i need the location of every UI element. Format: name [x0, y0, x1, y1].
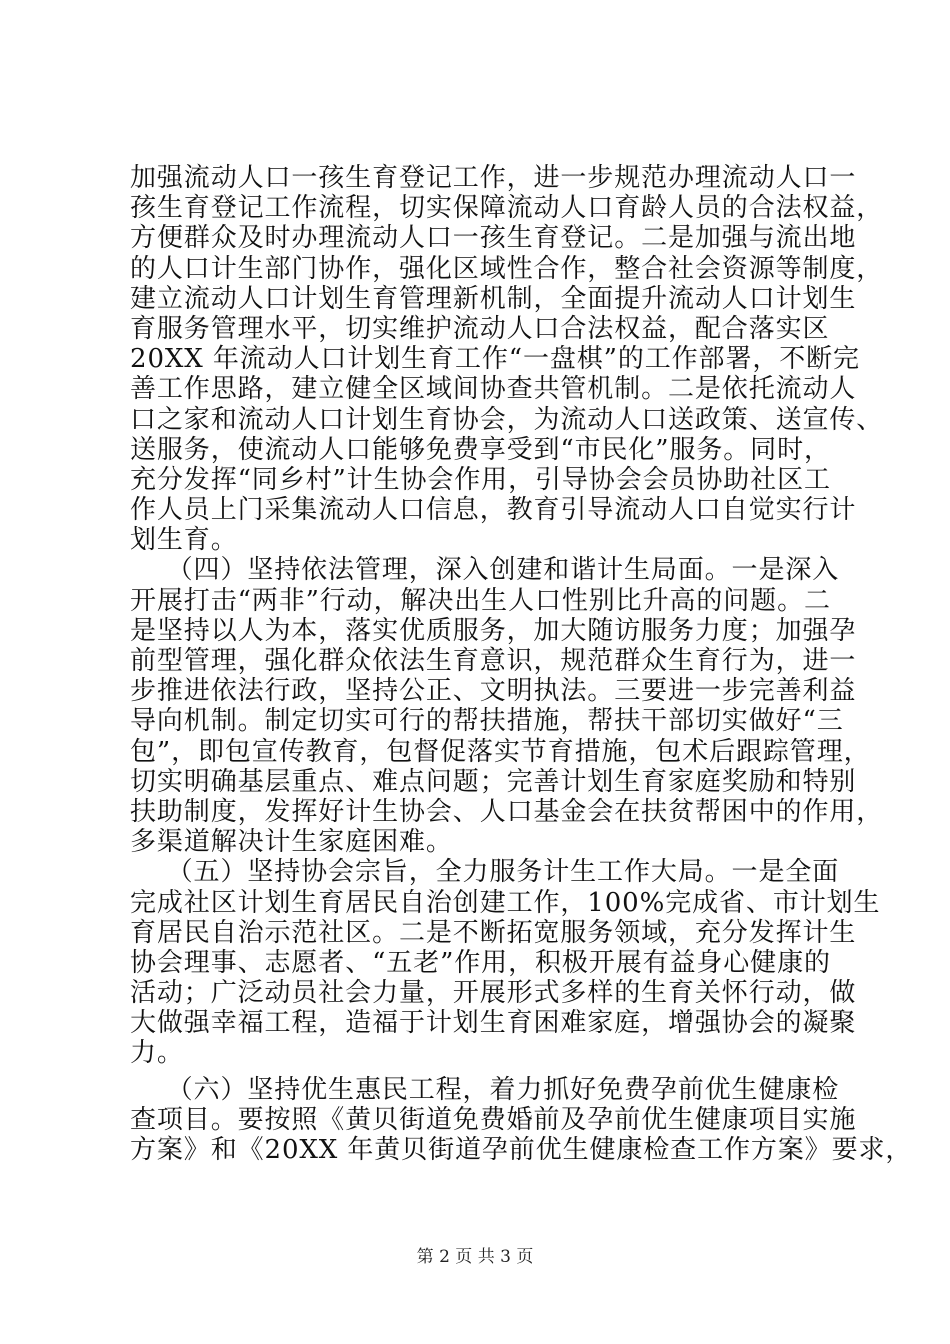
text-line: 步推进依法行政，坚持公正、文明执法。三要进一步完善利益	[130, 676, 857, 707]
text-line: 活动；广泛动员社会力量，开展形式多样的生育关怀行动，做	[130, 978, 857, 1009]
text-line: 建立流动人口计划生育管理新机制，全面提升流动人口计划生	[130, 283, 857, 314]
text-line: 协会理事、志愿者、“五老”作用，积极开展有益身心健康的	[130, 947, 831, 978]
text-line: 的人口计生部门协作，强化区域性合作，整合社会资源等制度，	[130, 253, 884, 284]
text-line: （四）坚持依法管理，深入创建和谐计生局面。一是深入	[130, 555, 840, 586]
text-line: 20XX 年流动人口计划生育工作“一盘棋”的工作部署，不断完	[130, 344, 860, 375]
body-text	[130, 163, 913, 1165]
text-line: 方便群众及时办理流动人口一孩生育登记。二是加强与流出地	[130, 223, 857, 254]
text-line: 育服务管理水平，切实维护流动人口合法权益，配合落实区	[130, 313, 830, 344]
text-line: 划生育。	[130, 525, 238, 556]
text-line: 大做强幸福工程，造福于计划生育困难家庭，增强协会的凝聚	[130, 1008, 857, 1039]
text-line: （五）坚持协会宗旨，全力服务计生工作大局。一是全面	[130, 857, 840, 888]
text-line: 切实明确基层重点、难点问题；完善计划生育家庭奖励和特别	[130, 766, 857, 797]
text-line: 开展打击“两非”行动，解决出生人口性别比升高的问题。二	[130, 585, 831, 616]
text-line: 完成社区计划生育居民自治创建工作，100%完成省、市计划生	[130, 887, 881, 918]
text-line: 送服务，使流动人口能够免费享受到“市民化”服务。同时，	[130, 434, 831, 465]
text-line: 善工作思路，建立健全区域间协查共管机制。二是依托流动人	[130, 374, 857, 405]
text-line: 方案》和《20XX 年黄贝街道孕前优生健康检查工作方案》要求，	[130, 1135, 913, 1165]
text-line: （六）坚持优生惠民工程，着力抓好免费孕前优生健康检	[130, 1074, 840, 1105]
text-line: 是坚持以人为本，落实优质服务，加大随访服务力度；加强孕	[130, 615, 857, 646]
text-line: 包”，即包宣传教育，包督促落实节育措施，包术后跟踪管理，	[130, 736, 871, 767]
text-line: 导向机制。制定切实可行的帮扶措施，帮扶干部切实做好“三	[130, 706, 844, 737]
text-line: 多渠道解决计生家庭困难。	[130, 827, 453, 858]
text-line: 扶助制度，发挥好计生协会、人口基金会在扶贫帮困中的作用，	[130, 796, 884, 827]
text-line: 加强流动人口一孩生育登记工作，进一步规范办理流动人口一	[130, 163, 857, 193]
text-line: 力。	[130, 1038, 184, 1069]
text-line: 作人员上门采集流动人口信息，教育引导流动人口自觉实行计	[130, 495, 857, 526]
text-line: 前型管理，强化群众依法生育意识，规范群众生育行为，进一	[130, 646, 857, 676]
text-line: 孩生育登记工作流程，切实保障流动人口育龄人员的合法权益，	[130, 193, 884, 224]
page-number: 第 2 页 共 3 页	[416, 1247, 534, 1267]
text-line: 口之家和流动人口计划生育协会，为流动人口送政策、送宣传、	[130, 404, 884, 435]
text-line: 育居民自治示范社区。二是不断拓宽服务领域，充分发挥计生	[130, 917, 857, 948]
text-line: 充分发挥“同乡村”计生协会作用，引导协会会员协助社区工	[130, 464, 831, 495]
text-line: 查项目。要按照《黄贝街道免费婚前及孕前优生健康项目实施	[130, 1104, 857, 1135]
